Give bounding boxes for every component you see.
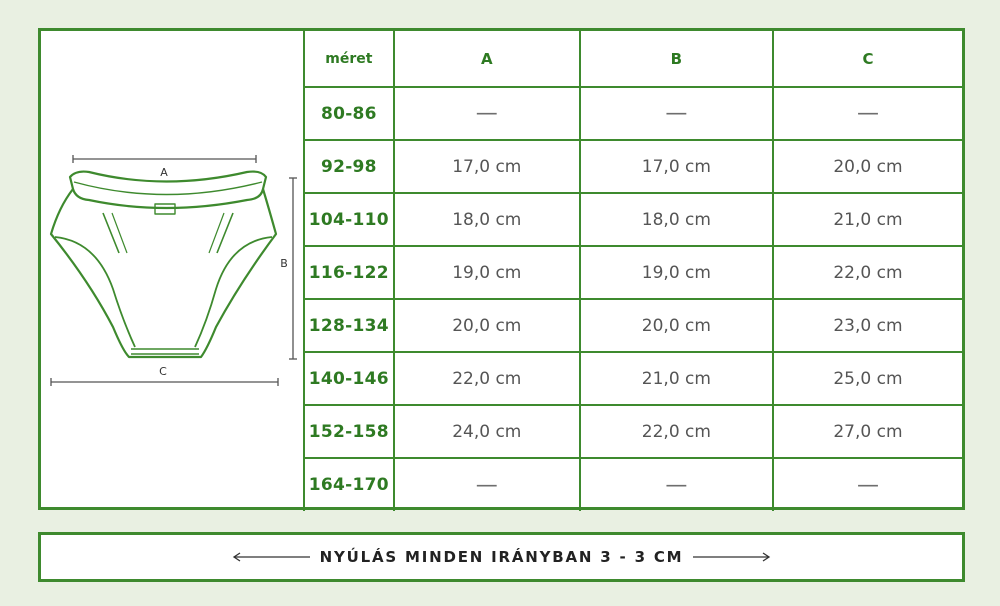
- table-header-row: [304, 31, 962, 87]
- dimension-a-label: A: [160, 166, 168, 179]
- table-row: [304, 193, 962, 246]
- arrow-left-icon: [232, 551, 310, 563]
- value-c-cell: 27,0 cm: [773, 405, 962, 458]
- value-a-cell: 17,0 cm: [394, 140, 580, 193]
- header-a: A: [394, 31, 580, 87]
- value-a-cell: —: [394, 458, 580, 511]
- value-b-cell: 22,0 cm: [580, 405, 773, 458]
- stretch-note-box: [38, 532, 965, 582]
- value-b-cell: 21,0 cm: [580, 352, 773, 405]
- size-cell: 116-122: [304, 246, 394, 299]
- value-c-cell: —: [773, 87, 962, 140]
- dimension-b-label: B: [280, 257, 288, 270]
- value-b-cell: 19,0 cm: [580, 246, 773, 299]
- value-c-cell: 20,0 cm: [773, 140, 962, 193]
- value-a-cell: —: [394, 87, 580, 140]
- arrow-right-icon: [693, 551, 771, 563]
- table-row: [304, 87, 962, 140]
- value-b-cell: 18,0 cm: [580, 193, 773, 246]
- dimension-b: [280, 178, 297, 359]
- value-a-cell: 19,0 cm: [394, 246, 580, 299]
- size-cell: 80-86: [304, 87, 394, 140]
- value-b-cell: 20,0 cm: [580, 299, 773, 352]
- dimension-c-label: C: [159, 365, 167, 378]
- value-c-cell: 23,0 cm: [773, 299, 962, 352]
- header-b: B: [580, 31, 773, 87]
- header-size: méret: [304, 31, 394, 87]
- size-cell: 92-98: [304, 140, 394, 193]
- briefs-illustration: [41, 31, 303, 507]
- value-b-cell: —: [580, 87, 773, 140]
- value-c-cell: —: [773, 458, 962, 511]
- header-c: C: [773, 31, 962, 87]
- value-a-cell: 22,0 cm: [394, 352, 580, 405]
- value-a-cell: 20,0 cm: [394, 299, 580, 352]
- table-row: [304, 352, 962, 405]
- briefs-drawing: [41, 31, 303, 507]
- value-a-cell: 18,0 cm: [394, 193, 580, 246]
- value-c-cell: 22,0 cm: [773, 246, 962, 299]
- size-cell: 128-134: [304, 299, 394, 352]
- table-row: [304, 140, 962, 193]
- briefs-shape: [51, 172, 276, 357]
- table-row: [304, 299, 962, 352]
- size-chart: [38, 28, 965, 510]
- value-b-cell: —: [580, 458, 773, 511]
- table-row: [304, 246, 962, 299]
- size-cell: 152-158: [304, 405, 394, 458]
- size-table: [303, 31, 962, 511]
- value-a-cell: 24,0 cm: [394, 405, 580, 458]
- size-cell: 104-110: [304, 193, 394, 246]
- dimension-c: [51, 365, 278, 386]
- size-cell: 164-170: [304, 458, 394, 511]
- value-c-cell: 21,0 cm: [773, 193, 962, 246]
- table-row: [304, 405, 962, 458]
- table-row: [304, 458, 962, 511]
- value-b-cell: 17,0 cm: [580, 140, 773, 193]
- stretch-note-text: NYÚLÁS MINDEN IRÁNYBAN 3 - 3 CM: [319, 548, 684, 566]
- value-c-cell: 25,0 cm: [773, 352, 962, 405]
- size-cell: 140-146: [304, 352, 394, 405]
